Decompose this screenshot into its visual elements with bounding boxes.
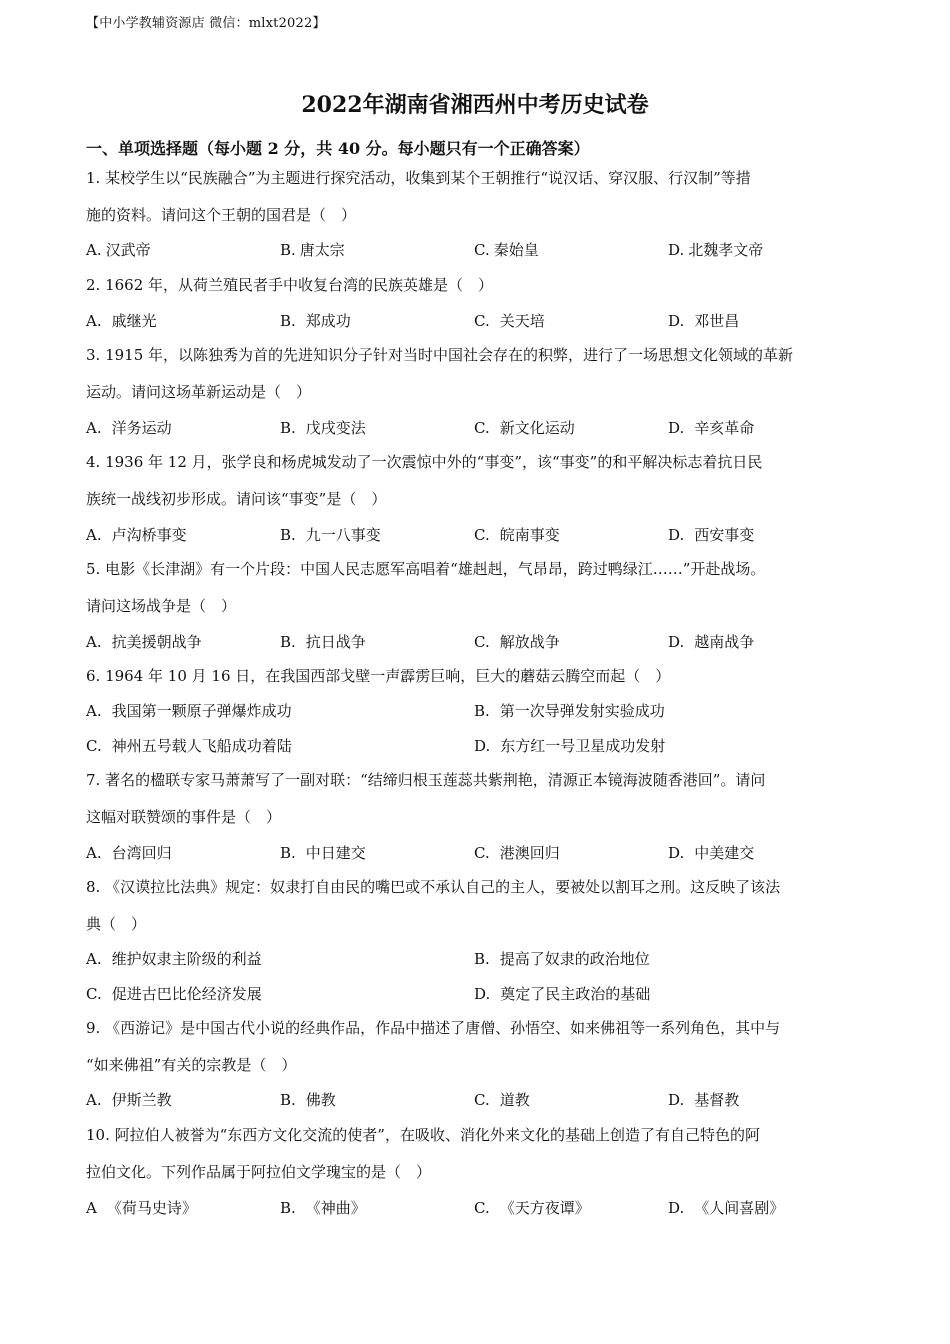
option-a[interactable]: A. 汉武帝 bbox=[86, 241, 151, 259]
option-c[interactable]: C. 新文化运动 bbox=[474, 419, 575, 437]
option-c[interactable]: C. 促进古巴比伦经济发展 bbox=[86, 985, 262, 1003]
question-3-options bbox=[86, 417, 866, 439]
option-a[interactable]: A. 维护奴隶主阶级的利益 bbox=[86, 950, 262, 968]
option-a[interactable]: A. 抗美援朝战争 bbox=[86, 633, 202, 651]
question-8-options-row-1 bbox=[86, 948, 866, 970]
option-b[interactable]: B. 唐太宗 bbox=[280, 241, 345, 259]
option-c[interactable]: C. 关天培 bbox=[474, 312, 545, 330]
question-1-line-2: 施的资料。请问这个王朝的国君是（ ） bbox=[86, 206, 357, 224]
header-note: 【中小学教辅资源店 微信：mlxt2022】 bbox=[86, 16, 326, 31]
option-c[interactable]: C. 港澳回归 bbox=[474, 844, 560, 862]
question-7-options bbox=[86, 842, 866, 864]
option-b[interactable]: B. 《神曲》 bbox=[280, 1199, 366, 1217]
option-d[interactable]: D. 《人间喜剧》 bbox=[668, 1199, 785, 1217]
option-c[interactable]: C. 《天方夜谭》 bbox=[474, 1199, 590, 1217]
question-10-options bbox=[86, 1197, 866, 1219]
option-d[interactable]: D. 邓世昌 bbox=[668, 312, 740, 330]
question-4-options bbox=[86, 524, 866, 546]
option-a[interactable]: A 《荷马史诗》 bbox=[86, 1199, 197, 1217]
option-d[interactable]: D. 越南战争 bbox=[668, 633, 755, 651]
option-b[interactable]: B. 中日建交 bbox=[280, 844, 366, 862]
option-d[interactable]: D. 辛亥革命 bbox=[668, 419, 755, 437]
option-b[interactable]: B. 第一次导弹发射实验成功 bbox=[474, 702, 665, 720]
option-a[interactable]: A. 伊斯兰教 bbox=[86, 1091, 172, 1109]
question-5-line-2: 请问这场战争是（ ） bbox=[86, 597, 237, 615]
option-a[interactable]: A. 我国第一颗原子弹爆炸成功 bbox=[86, 702, 292, 720]
question-10-line-1: 10. 阿拉伯人被誉为“东西方文化交流的使者”，在吸收、消化外来文化的基础上创造了有自己特色的阿 bbox=[86, 1126, 760, 1144]
question-4-line-2: 族统一战线初步形成。请问该“事变”是（ ） bbox=[86, 490, 387, 508]
question-9-line-2: “如来佛祖”有关的宗教是（ ） bbox=[86, 1056, 297, 1074]
question-8-line-1: 8. 《汉谟拉比法典》规定：奴隶打自由民的嘴巴或不承认自己的主人，要被处以割耳之刑。这反映了该法 bbox=[86, 878, 781, 896]
question-6-options-row-2 bbox=[86, 735, 866, 757]
question-1-options bbox=[86, 239, 866, 261]
option-b[interactable]: B. 郑成功 bbox=[280, 312, 351, 330]
question-4-line-1: 4. 1936 年 12 月，张学良和杨虎城发动了一次震惊中外的“事变”，该“事变”的和平解决标志着抗日民 bbox=[86, 453, 763, 471]
question-2-line-1: 2. 1662 年，从荷兰殖民者手中收复台湾的民族英雄是（ ） bbox=[86, 276, 494, 294]
question-7-line-1: 7. 著名的楹联专家马萧萧写了一副对联：“结缔归根玉莲蕊共紫荆艳，清源正本镜海波随香港回”。请问 bbox=[86, 771, 766, 789]
section-title: 一、单项选择题（每小题 2 分，共 40 分。每小题只有一个正确答案） bbox=[86, 139, 590, 158]
question-8-line-2: 典（ ） bbox=[86, 915, 147, 933]
option-d[interactable]: D. 东方红一号卫星成功发射 bbox=[474, 737, 666, 755]
question-6-options-row-1 bbox=[86, 700, 866, 722]
option-c[interactable]: C. 解放战争 bbox=[474, 633, 560, 651]
question-5-options bbox=[86, 631, 866, 653]
question-5-line-1: 5. 电影《长津湖》有一个片段：中国人民志愿军高唱着“雄赳赳，气昂昂，跨过鸭绿江……”开赴战场。 bbox=[86, 560, 766, 578]
option-d[interactable]: D. 奠定了民主政治的基础 bbox=[474, 985, 651, 1003]
option-b[interactable]: B. 戊戌变法 bbox=[280, 419, 366, 437]
question-1-line-1: 1. 某校学生以“民族融合”为主题进行探究活动，收集到某个王朝推行“说汉话、穿汉服、行汉制”等措 bbox=[86, 169, 751, 187]
option-a[interactable]: A. 洋务运动 bbox=[86, 419, 172, 437]
question-3-line-1: 3. 1915 年，以陈独秀为首的先进知识分子针对当时中国社会存在的积弊，进行了一场思想文化领域的革新 bbox=[86, 346, 794, 364]
question-9-options bbox=[86, 1089, 866, 1111]
option-d[interactable]: D. 基督教 bbox=[668, 1091, 740, 1109]
option-c[interactable]: C. 秦始皇 bbox=[474, 241, 539, 259]
question-7-line-2: 这幅对联赞颂的事件是（ ） bbox=[86, 808, 282, 826]
option-b[interactable]: B. 佛教 bbox=[280, 1091, 336, 1109]
option-a[interactable]: A. 戚继光 bbox=[86, 312, 157, 330]
option-d[interactable]: D. 西安事变 bbox=[668, 526, 755, 544]
option-a[interactable]: A. 卢沟桥事变 bbox=[86, 526, 187, 544]
option-b[interactable]: B. 抗日战争 bbox=[280, 633, 366, 651]
question-2-options bbox=[86, 310, 866, 332]
question-3-line-2: 运动。请问这场革新运动是（ ） bbox=[86, 383, 312, 401]
page-title: 2022年湖南省湘西州中考历史试卷 bbox=[301, 92, 649, 118]
option-d[interactable]: D. 中美建交 bbox=[668, 844, 755, 862]
option-b[interactable]: B. 九一八事变 bbox=[280, 526, 381, 544]
option-a[interactable]: A. 台湾回归 bbox=[86, 844, 172, 862]
option-b[interactable]: B. 提高了奴隶的政治地位 bbox=[474, 950, 650, 968]
option-c[interactable]: C. 道教 bbox=[474, 1091, 530, 1109]
option-c[interactable]: C. 神州五号载人飞船成功着陆 bbox=[86, 737, 292, 755]
question-8-options-row-2 bbox=[86, 983, 866, 1005]
question-9-line-1: 9. 《西游记》是中国古代小说的经典作品，作品中描述了唐僧、孙悟空、如来佛祖等一系列角色，其中与 bbox=[86, 1019, 781, 1037]
question-6-line-1: 6. 1964 年 10 月 16 日，在我国西部戈壁一声霹雳巨响，巨大的蘑菇云腾空而起（ ） bbox=[86, 667, 671, 685]
option-c[interactable]: C. 皖南事变 bbox=[474, 526, 560, 544]
option-d[interactable]: D. 北魏孝文帝 bbox=[668, 241, 764, 259]
question-10-line-2: 拉伯文化。下列作品属于阿拉伯文学瑰宝的是（ ） bbox=[86, 1163, 432, 1181]
